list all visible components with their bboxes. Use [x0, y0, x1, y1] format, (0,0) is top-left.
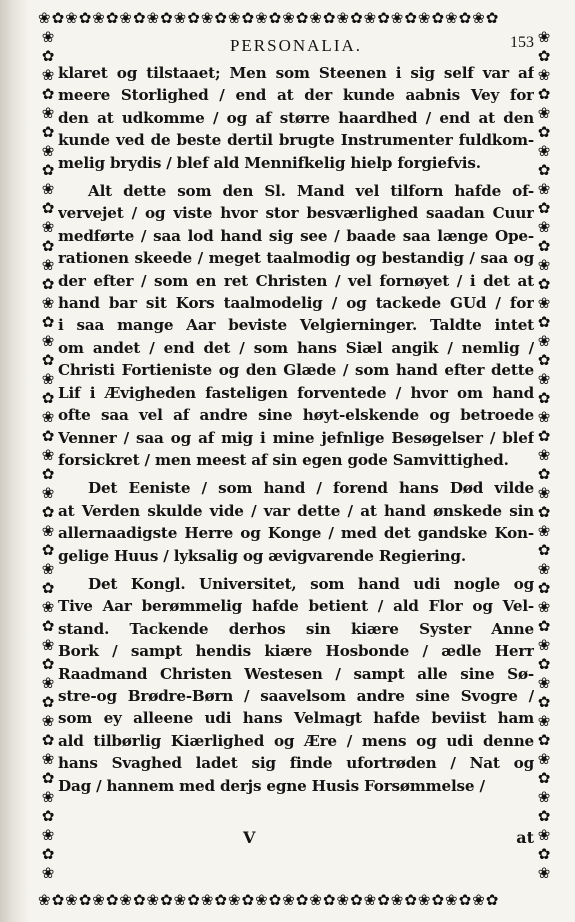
text-line: medførte / saa lod hand sig see / baade saa længe Ope- — [58, 226, 534, 245]
text-line: hans Svaghed ladet sig finde ufortrøden / Nat og — [58, 754, 534, 773]
text-line: Det Kongl. Universitet, som hand udi nogle og — [88, 574, 534, 593]
text-line: allernaadigste Herre og Konge / med det gandske Kon- — [58, 524, 534, 543]
text-line: stre-og Brødre-Børn / saavelsom andre sine Svogre / — [58, 686, 534, 705]
paragraph — [58, 180, 534, 471]
running-head: PERSONALIA. — [229, 36, 363, 55]
text-line: den at udkomme / og af større haardhed / end at den — [58, 108, 534, 127]
text-line: om andet / end det / som hans Siæl angik / nemlig / — [58, 338, 534, 357]
page-header — [58, 34, 534, 60]
text-line: gelige Huus / lyksalig og ævigvarende Regiering. — [58, 546, 466, 565]
text-line: Det Eeniste / som hand / forend hans Død vilde — [88, 479, 534, 498]
paragraph — [58, 62, 534, 174]
text-line: vervejet / og viste hvor stor besværlighed saadan Cuur — [58, 204, 534, 223]
text-line: Bork / sampt hendis kiære Hosbonde / ædle Herr — [58, 642, 534, 661]
text-line: Alt dette som den Sl. Mand vel tilforn hafde of- — [88, 182, 534, 201]
catchword: at — [516, 828, 534, 847]
text-line: melig brydis / blef ald Mennifkelig hielp forgiefvis. — [58, 153, 481, 172]
page-gutter-shadow — [0, 0, 30, 922]
paragraph — [58, 573, 534, 797]
text-line: Venner / saa og af mig i mine jefnlige Besøgelser / blef — [58, 428, 534, 447]
text-line: hand bar sit Kors taalmodelig / og tackede GUd / for — [58, 294, 534, 313]
text-line: i saa mange Aar beviste Velgierninger. Taldte intet — [58, 316, 534, 335]
text-line: Tive Aar berømmelig hafde betient / ald Flor og Vel- — [58, 597, 534, 616]
ornament-border-left: ❀ ✿ ❀ ✿ ❀ ✿ ❀ ✿ ❀ ✿ ❀ ✿ ❀ ✿ ❀ ✿ ❀ ✿ ❀ ✿ ❀ ✿ ❀ ✿ ❀ ✿ ❀ ✿ ❀ ✿ ❀ ✿ ❀ ✿ ❀ ✿ ❀ ✿ ❀ ✿ ❀ ✿ ❀ ✿ ❀ — [41, 28, 55, 882]
ornament-border-top: ❀✿❀✿❀✿❀✿❀✿❀✿❀✿❀✿❀✿❀✿❀✿❀✿❀✿❀✿❀✿❀✿❀✿ — [38, 9, 500, 27]
text-line: forsickret / men meest af sin egen gode Samvittighed. — [58, 450, 509, 469]
text-line: Dag / hannem med derjs egne Husis Forsømmelse / — [58, 776, 485, 795]
text-line: Christi Fortieniste og den Glæde / som hand efter dette — [58, 361, 534, 380]
text-line: meere Storlighed / end at der kunde aabnis Vey for — [58, 86, 534, 105]
text-line: Lif i Ævigheden fasteligen forventede / hvor om hand — [58, 383, 534, 402]
text-line: rationen skeede / meget taalmodig og bestandig / saa og — [58, 249, 534, 268]
text-line: klaret og tilstaaet; Men som Steenen i sig self var af — [58, 64, 534, 82]
text-line: ofte saa vel af andre sine høyt-elskende og betroede — [58, 406, 534, 425]
ornament-border-bottom: ❀✿❀✿❀✿❀✿❀✿❀✿❀✿❀✿❀✿❀✿❀✿❀✿❀✿❀✿❀✿❀✿❀✿ — [38, 891, 500, 909]
ornament-border-right: ❀ ✿ ❀ ✿ ❀ ✿ ❀ ✿ ❀ ✿ ❀ ✿ ❀ ✿ ❀ ✿ ❀ ✿ ❀ ✿ ❀ ✿ ❀ ✿ ❀ ✿ ❀ ✿ ❀ ✿ ❀ ✿ ❀ ✿ ❀ ✿ ❀ ✿ ❀ ✿ ❀ ✿ ❀ ✿ ❀ — [537, 28, 551, 882]
text-line: stand. Tackende derhos sin kiære Syster Anne — [58, 619, 534, 638]
text-line: ald tilbørlig Kiærlighed og Ære / mens og udi denne — [58, 731, 534, 750]
page-number: 153 — [510, 34, 534, 51]
text-line: at Verden skulde vide / var dette / at hand ønskede sin — [58, 501, 534, 520]
signature-mark: V — [243, 828, 256, 847]
text-line: kunde ved de beste dertil brugte Instrumenter fuldkom- — [58, 131, 534, 150]
paragraph — [58, 477, 534, 567]
text-line: der efter / som en ret Christen / vel fornøyet / i det at — [58, 271, 534, 290]
page-footer — [58, 828, 534, 852]
text-line: som ey alleene udi hans Velmagt hafde beviist ham — [58, 709, 534, 728]
body-text — [58, 62, 534, 797]
text-line: Raadmand Christen Westesen / sampt alle sine Sø- — [58, 664, 534, 683]
